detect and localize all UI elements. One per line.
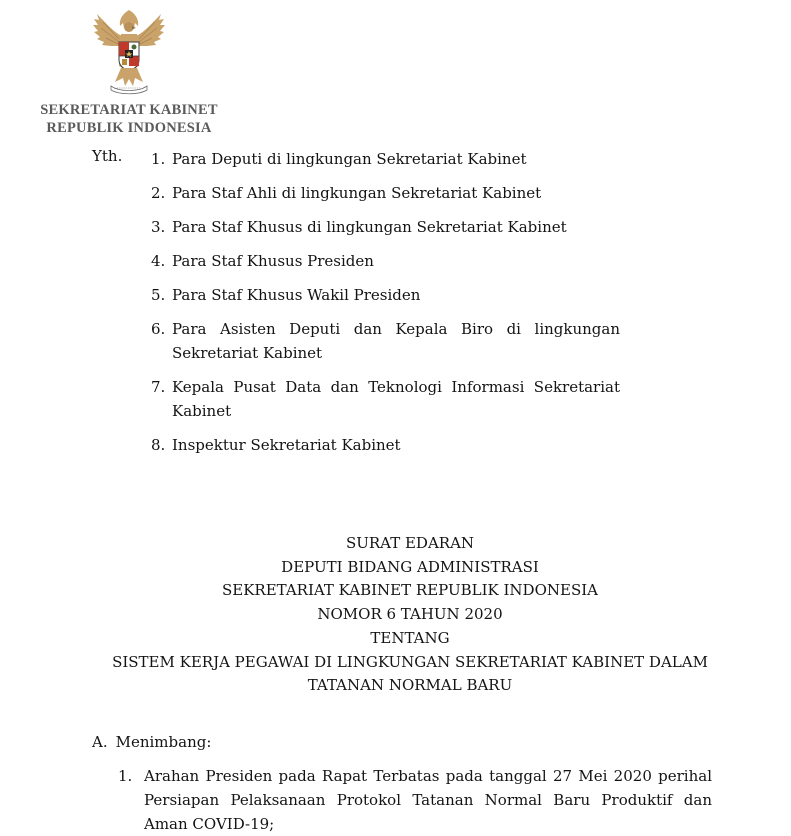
recipient-number: 5. <box>151 286 166 304</box>
title-line-subject-1: SISTEM KERJA PEGAWAI DI LINGKUNGAN SEKRETARIAT KABINET DALAM <box>112 652 708 671</box>
recipient-text: Para Staf Khusus di lingkungan Sekretariat Kabinet <box>172 218 567 236</box>
recipient-text: Para Deputi di lingkungan Sekretariat Kabinet <box>172 150 527 168</box>
recipient-item <box>151 283 620 307</box>
recipient-item <box>151 317 620 365</box>
letterhead <box>40 4 218 136</box>
recipient-text: Kepala Pusat Data dan Teknologi Informasi Sekretariat Kabinet <box>172 378 620 420</box>
recipient-item <box>151 375 620 423</box>
addressee-label: Yth. <box>92 147 123 165</box>
recipient-list <box>151 147 620 467</box>
consideration-text: Arahan Presiden pada Rapat Terbatas pada tanggal 27 Mei 2020 perihal Persiapan Pelaksanaan Protokol Tatanan Normal Baru Produktif dan Aman COVID-19; <box>144 767 712 833</box>
recipient-text: Para Staf Khusus Wakil Presiden <box>172 286 421 304</box>
title-line-institution: SEKRETARIAT KABINET REPUBLIK INDONESIA <box>221 581 598 600</box>
title-line-subject-2: TATANAN NORMAL BARU <box>307 676 513 695</box>
title-line-doc-type: SURAT EDARAN <box>345 534 475 552</box>
recipient-number: 4. <box>151 252 166 270</box>
recipient-number: 6. <box>151 320 166 338</box>
recipient-item <box>151 215 620 239</box>
title-line-about: TENTANG <box>370 628 450 647</box>
title-line-issuer: DEPUTI BIDANG ADMINISTRASI <box>281 557 539 576</box>
recipient-text: Para Asisten Deputi dan Kepala Biro di lingkungan Sekretariat Kabinet <box>172 320 620 362</box>
recipient-text: Inspektur Sekretariat Kabinet <box>172 436 401 454</box>
recipient-item <box>151 433 620 457</box>
section-label: Menimbang: <box>115 733 212 751</box>
org-name-line1: SEKRETARIAT KABINET <box>40 102 218 118</box>
section-letter: A. <box>92 733 108 751</box>
recipient-number: 1. <box>151 150 166 168</box>
recipient-number: 7. <box>151 378 166 396</box>
recipient-number: 2. <box>151 184 166 202</box>
recipient-text: Para Staf Khusus Presiden <box>172 252 374 270</box>
document-title <box>60 532 760 698</box>
org-name-line2: REPUBLIK INDONESIA <box>46 120 212 136</box>
recipient-number: 3. <box>151 218 166 236</box>
recipient-text: Para Staf Ahli di lingkungan Sekretariat Kabinet <box>172 184 542 202</box>
recipient-item <box>151 181 620 205</box>
recipient-number: 8. <box>151 436 166 454</box>
consideration-item <box>118 764 712 836</box>
title-line-number: NOMOR 6 TAHUN 2020 <box>317 605 503 624</box>
recipient-item <box>151 249 620 273</box>
garuda-emblem-icon <box>88 6 170 96</box>
consideration-number: 1. <box>118 767 133 785</box>
recipient-item <box>151 147 620 171</box>
section-heading <box>92 733 211 751</box>
